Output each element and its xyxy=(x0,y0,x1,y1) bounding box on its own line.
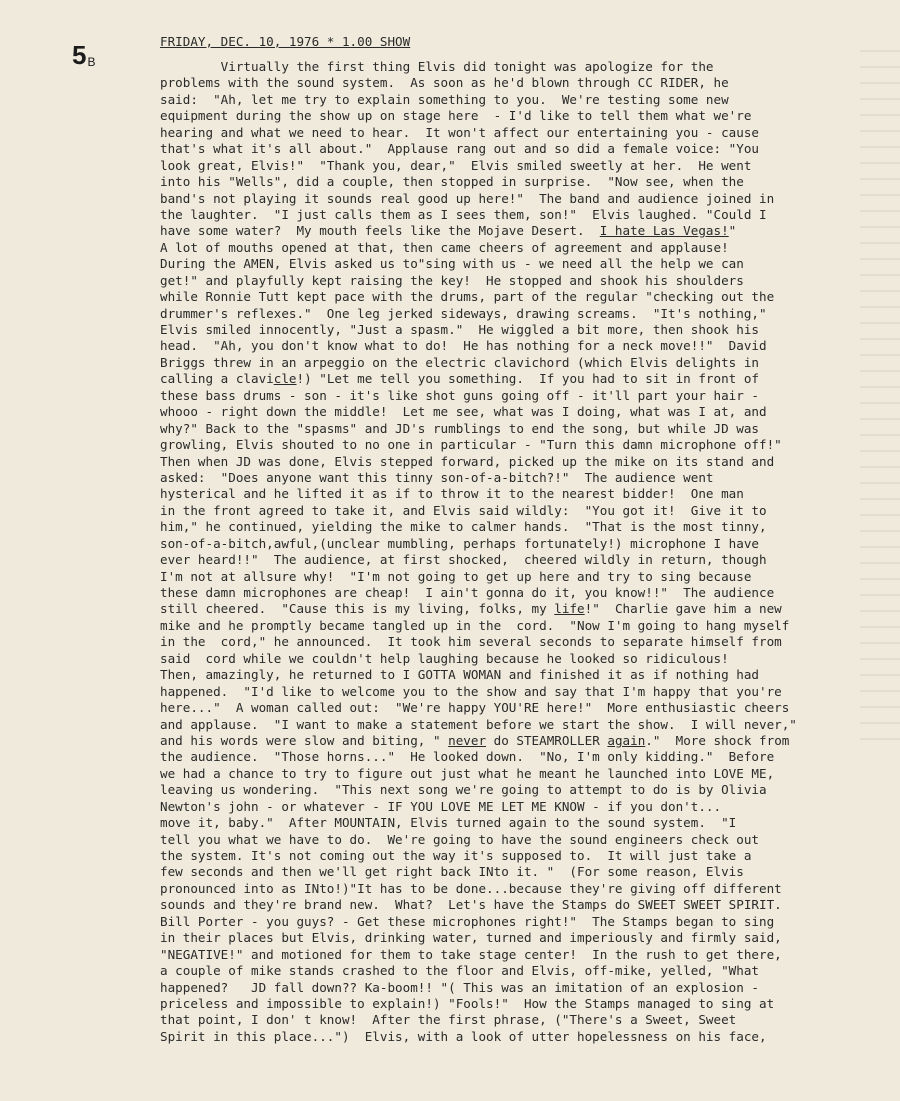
line-text: in the front agreed to take it, and Elvis said wildly: "You got it! Give it to xyxy=(160,502,767,518)
text-line xyxy=(160,766,860,782)
text-line xyxy=(160,864,860,880)
text-line xyxy=(160,289,860,305)
text-line xyxy=(160,930,860,946)
text-line xyxy=(160,92,860,108)
underlined-text: life xyxy=(554,601,585,617)
line-text: Virtually the first thing Elvis did tonight was apologize for the xyxy=(160,59,714,74)
text-line xyxy=(160,996,860,1012)
page-number-main: 5 xyxy=(72,40,87,70)
underlined-text: again xyxy=(607,732,646,748)
line-text: him," he continued, yielding the mike to calmer hands. "That is the most tinny, xyxy=(160,519,767,535)
line-text: drummer's reflexes." One leg jerked sideways, drawing screams. "It's nothing," xyxy=(160,305,767,321)
line-text: have some water? My mouth feels like the Mojave Desert. xyxy=(160,223,600,239)
text-line xyxy=(160,848,860,864)
line-text: whooo - right down the middle! Let me see, what was I doing, what was I at, and xyxy=(160,404,767,420)
line-text: in their places but Elvis, drinking water, turned and imperiously and firmly said, xyxy=(160,930,782,946)
line-text: tell you what we have to do. We're going to have the sound engineers check out xyxy=(160,831,759,847)
line-text: while Ronnie Tutt kept pace with the drums, part of the regular "checking out the xyxy=(160,289,775,305)
text-line xyxy=(160,158,860,174)
text-line xyxy=(160,651,860,667)
text-line xyxy=(160,897,860,913)
text-line xyxy=(160,470,860,486)
line-text: Spirit in this place...") Elvis, with a look of utter hopelessness on his face, xyxy=(160,1028,767,1044)
text-line xyxy=(160,1029,860,1045)
line-text: ever heard!!" The audience, at first shocked, cheered wildly in return, though xyxy=(160,552,767,568)
text-line xyxy=(160,963,860,979)
text-line xyxy=(160,569,860,585)
text-line xyxy=(160,1012,860,1028)
text-line xyxy=(160,306,860,322)
line-text: leaving us wondering. "This next song we're going to attempt to do is by Olivia xyxy=(160,782,767,798)
text-line xyxy=(160,371,860,387)
line-text: look great, Elvis!" "Thank you, dear," Elvis smiled sweetly at her. He went xyxy=(160,157,752,173)
text-line xyxy=(160,240,860,256)
text-line xyxy=(160,749,860,765)
text-line xyxy=(160,667,860,683)
line-text: the audience. "Those horns..." He looked down. "No, I'm only kidding." Before xyxy=(160,749,775,765)
line-text: said: "Ah, let me try to explain something to you. We're testing some new xyxy=(160,91,729,107)
line-text: that's what it's all about." Applause rang out and so did a female voice: "You xyxy=(160,141,759,157)
text-line xyxy=(160,618,860,634)
line-text: that point, I don' t know! After the first phrase, ("There's a Sweet, Sweet xyxy=(160,1012,737,1028)
text-line xyxy=(160,191,860,207)
line-text: Then, amazingly, he returned to I GOTTA WOMAN and finished it as if nothing had xyxy=(160,667,759,683)
text-line xyxy=(160,684,860,700)
text-line xyxy=(160,454,860,470)
line-text: ." More shock from xyxy=(645,732,790,748)
line-text: move it, baby." After MOUNTAIN, Elvis turned again to the sound system. "I xyxy=(160,815,737,831)
line-text: the system. It's not coming out the way it's supposed to. It will just take a xyxy=(160,848,752,863)
text-line xyxy=(160,355,860,371)
line-text: son-of-a-bitch,awful,(unclear mumbling, perhaps fortunately!) microphone I have xyxy=(160,535,759,551)
text-line xyxy=(160,980,860,996)
text-line xyxy=(160,437,860,453)
line-text: asked: "Does anyone want this tinny son-of-a-bitch?!" The audience went xyxy=(160,469,714,485)
text-line xyxy=(160,717,860,733)
line-text: these bass drums - son - it's like shot guns going off - it'll part your hair - xyxy=(160,387,759,403)
line-text: here..." A woman called out: "We're happy YOU'RE here!" More enthusiastic cheers xyxy=(160,700,790,716)
text-line xyxy=(160,733,860,749)
text-line xyxy=(160,207,860,223)
line-text: a couple of mike stands crashed to the floor and Elvis, off-mike, yelled, "What xyxy=(160,963,759,979)
line-text: get!" and playfully kept raising the key! He stopped and shook his shoulders xyxy=(160,272,744,288)
text-line xyxy=(160,223,860,239)
line-text: few seconds and then we'll get right back INto it. " (For some reason, Elvis xyxy=(160,864,744,880)
line-text: still cheered. "Cause this is my living, folks, my xyxy=(160,601,555,617)
line-text: pronounced into as INto!)"It has to be done...because they're giving off different xyxy=(160,880,782,896)
line-text: sounds and they're brand new. What? Let's have the Stamps do SWEET SWEET SPIRIT. xyxy=(160,897,782,913)
text-line xyxy=(160,601,860,617)
line-text: said cord while we couldn't help laughing because he looked so ridiculous! xyxy=(160,650,729,666)
line-text: calling a clavi xyxy=(160,371,274,387)
line-text: Newton's john - or whatever - IF YOU LOVE ME LET ME KNOW - if you don't... xyxy=(160,798,722,814)
text-line xyxy=(160,634,860,650)
line-text: these damn microphones are cheap! I ain't gonna do it, you know!!" The audience xyxy=(160,585,775,600)
line-text: Elvis smiled innocently, "Just a spasm." He wiggled a bit more, then shook his xyxy=(160,322,759,337)
text-line xyxy=(160,486,860,502)
underlined-text: I hate Las Vegas! xyxy=(599,223,729,239)
line-text: head. "Ah, you don't know what to do! He has nothing for a neck move!!" David xyxy=(160,338,767,354)
text-line xyxy=(160,700,860,716)
line-text: I'm not at allsure why! "I'm not going to get up here and try to sing because xyxy=(160,568,752,584)
line-text: During the AMEN, Elvis asked us to"sing with us - we need all the help we can xyxy=(160,256,744,272)
line-text: happened? JD fall down?? Ka-boom!! "( This was an imitation of an explosion - xyxy=(160,979,759,995)
text-line xyxy=(160,421,860,437)
line-text: mike and he promptly became tangled up in the cord. "Now I'm going to hang myself xyxy=(160,617,790,633)
text-line xyxy=(160,75,860,91)
line-text: and his words were slow and biting, " xyxy=(160,732,449,748)
text-line xyxy=(160,552,860,568)
page-number xyxy=(72,40,95,71)
text-line xyxy=(160,174,860,190)
line-text: hearing and what we need to hear. It won't affect our entertaining you - cause xyxy=(160,124,759,140)
text-line xyxy=(160,799,860,815)
line-text: Bill Porter - you guys? - Get these microphones right!" The Stamps began to sing xyxy=(160,913,775,929)
line-text: do STEAMROLLER xyxy=(486,732,608,748)
text-line xyxy=(160,273,860,289)
line-text: into his "Wells", did a couple, then stopped in surprise. "Now see, when the xyxy=(160,174,744,190)
page-number-suffix: B xyxy=(87,55,96,69)
line-text: priceless and impossible to explain!) "Fools!" How the Stamps managed to sing at xyxy=(160,995,775,1011)
bleed-through-shadow xyxy=(860,40,900,740)
line-text: why?" Back to the "spasms" and JD's rumblings to end the song, but while JD was xyxy=(160,420,759,436)
line-text: "NEGATIVE!" and motioned for them to take stage center! In the rush to get there, xyxy=(160,946,782,962)
text-line xyxy=(160,388,860,404)
text-line xyxy=(160,536,860,552)
text-line xyxy=(160,947,860,963)
line-text: and applause. "I want to make a statement before we start the show. I will never," xyxy=(160,716,797,732)
text-line xyxy=(160,108,860,124)
text-line xyxy=(160,519,860,535)
text-line xyxy=(160,338,860,354)
line-text: hysterical and he lifted it as if to throw it to the nearest bidder! One man xyxy=(160,486,744,502)
line-text: band's not playing it sounds real good up here!" The band and audience joined in xyxy=(160,190,775,206)
line-text: !" Charlie gave him a new xyxy=(584,601,782,617)
line-text: in the cord," he announced. It took him several seconds to separate himself from xyxy=(160,634,782,650)
text-line xyxy=(160,914,860,930)
text-line xyxy=(160,585,860,601)
line-text: Then when JD was done, Elvis stepped forward, picked up the mike on its stand and xyxy=(160,453,775,469)
line-text: the laughter. "I just calls them as I sees them, son!" Elvis laughed. "Could I xyxy=(160,206,767,222)
line-text: " xyxy=(728,223,737,239)
text-line xyxy=(160,782,860,798)
line-text: problems with the sound system. As soon as he'd blown through CC RIDER, he xyxy=(160,75,729,91)
text-line xyxy=(160,815,860,831)
text-line xyxy=(160,125,860,141)
text-line xyxy=(160,404,860,420)
line-text: !) "Let me tell you something. If you had to sit in front of xyxy=(296,371,759,387)
page-header: FRIDAY, DEC. 10, 1976 * 1.00 SHOW xyxy=(160,34,411,49)
text-line xyxy=(160,832,860,848)
line-text: Briggs threw in an arpeggio on the electric clavichord (which Elvis delights in xyxy=(160,354,759,370)
text-line xyxy=(160,141,860,157)
typewritten-body xyxy=(160,59,860,1045)
text-line xyxy=(160,322,860,338)
underlined-text: never xyxy=(448,732,487,748)
text-line xyxy=(160,881,860,897)
text-line xyxy=(160,256,860,272)
line-text: growling, Elvis shouted to no one in particular - "Turn this damn microphone off!" xyxy=(160,437,782,453)
line-text: we had a chance to try to figure out just what he meant he launched into LOVE ME, xyxy=(160,765,775,781)
text-line xyxy=(160,59,860,75)
line-text: A lot of mouths opened at that, then came cheers of agreement and applause! xyxy=(160,239,729,255)
text-line xyxy=(160,503,860,519)
underlined-text: cle xyxy=(273,371,297,387)
line-text: equipment during the show up on stage here - I'd like to tell them what we're xyxy=(160,108,752,124)
line-text: happened. "I'd like to welcome you to the show and say that I'm happy that you're xyxy=(160,683,782,699)
